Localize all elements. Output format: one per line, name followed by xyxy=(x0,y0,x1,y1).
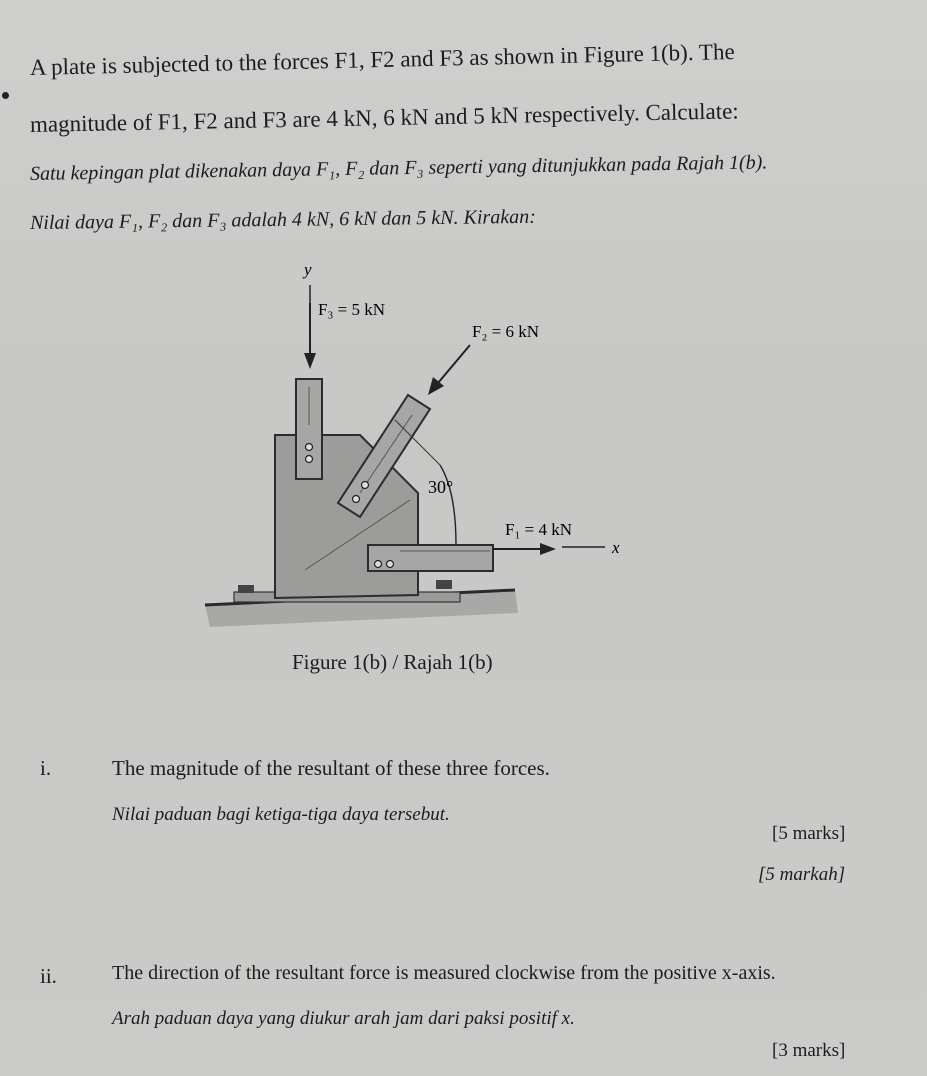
question-2-text-en: The direction of the resultant force is measured clockwise from the positive x-axis. xyxy=(112,962,776,984)
base-bolt-left xyxy=(238,585,254,593)
f3-label: F₃ = 5 kN xyxy=(318,300,385,319)
horizontal-bolt-2 xyxy=(387,561,394,568)
intro-en-line-1: A plate is subjected to the forces F1, F2 and F3 as shown in Figure 1(b). The xyxy=(29,39,735,80)
question-1-marks-en: [5 marks] xyxy=(772,823,846,844)
intro-en-line-2: magnitude of F1, F2 and F3 are 4 kN, 6 kN and 5 kN respectively. Calculate: xyxy=(29,98,739,137)
question-2-marks-en: [3 marks] xyxy=(772,1040,846,1061)
f3-arrow-head xyxy=(304,353,316,369)
question-1-text-en: The magnitude of the resultant of these three forces. xyxy=(112,756,550,780)
f2-arrow-shaft xyxy=(438,345,470,383)
base-bolt-right xyxy=(436,580,452,589)
vertical-bolt-2 xyxy=(306,456,313,463)
f1-label: F₁ = 4 kN xyxy=(505,520,572,539)
f2-label: F₂ = 6 kN xyxy=(472,322,539,341)
question-2-number: ii. xyxy=(40,964,57,988)
vertical-bolt-1 xyxy=(306,444,313,451)
inclined-bolt-2 xyxy=(353,496,360,503)
intro-ms-line-1: Satu kepingan plat dikenakan daya F₁, F₂ dan F₃ seperti yang ditunjukkan pada Rajah 1(b). xyxy=(29,151,768,185)
figure-caption: Figure 1(b) / Rajah 1(b) xyxy=(292,650,493,674)
question-1-text-ms: Nilai paduan bagi ketiga-tiga daya tersebut. xyxy=(112,804,450,825)
y-axis-label: y xyxy=(304,260,312,279)
horizontal-bolt-1 xyxy=(375,561,382,568)
intro-ms-line-2: Nilai daya F₁, F₂ dan F₃ adalah 4 kN, 6 kN dan 5 kN. Kirakan: xyxy=(29,205,536,234)
plate-force-figure xyxy=(200,255,640,645)
bullet-mark xyxy=(2,92,9,99)
x-axis-label: x xyxy=(612,538,620,557)
question-1-number: i. xyxy=(40,756,52,780)
question-1-marks-ms: [5 markah] xyxy=(758,864,846,885)
inclined-bolt-1 xyxy=(362,482,369,489)
horizontal-member xyxy=(368,545,493,571)
question-2-text-ms: Arah paduan daya yang diukur arah jam dari paksi positif x. xyxy=(112,1008,575,1029)
f1-arrow-head xyxy=(540,543,556,555)
angle-label: 30° xyxy=(428,477,454,497)
